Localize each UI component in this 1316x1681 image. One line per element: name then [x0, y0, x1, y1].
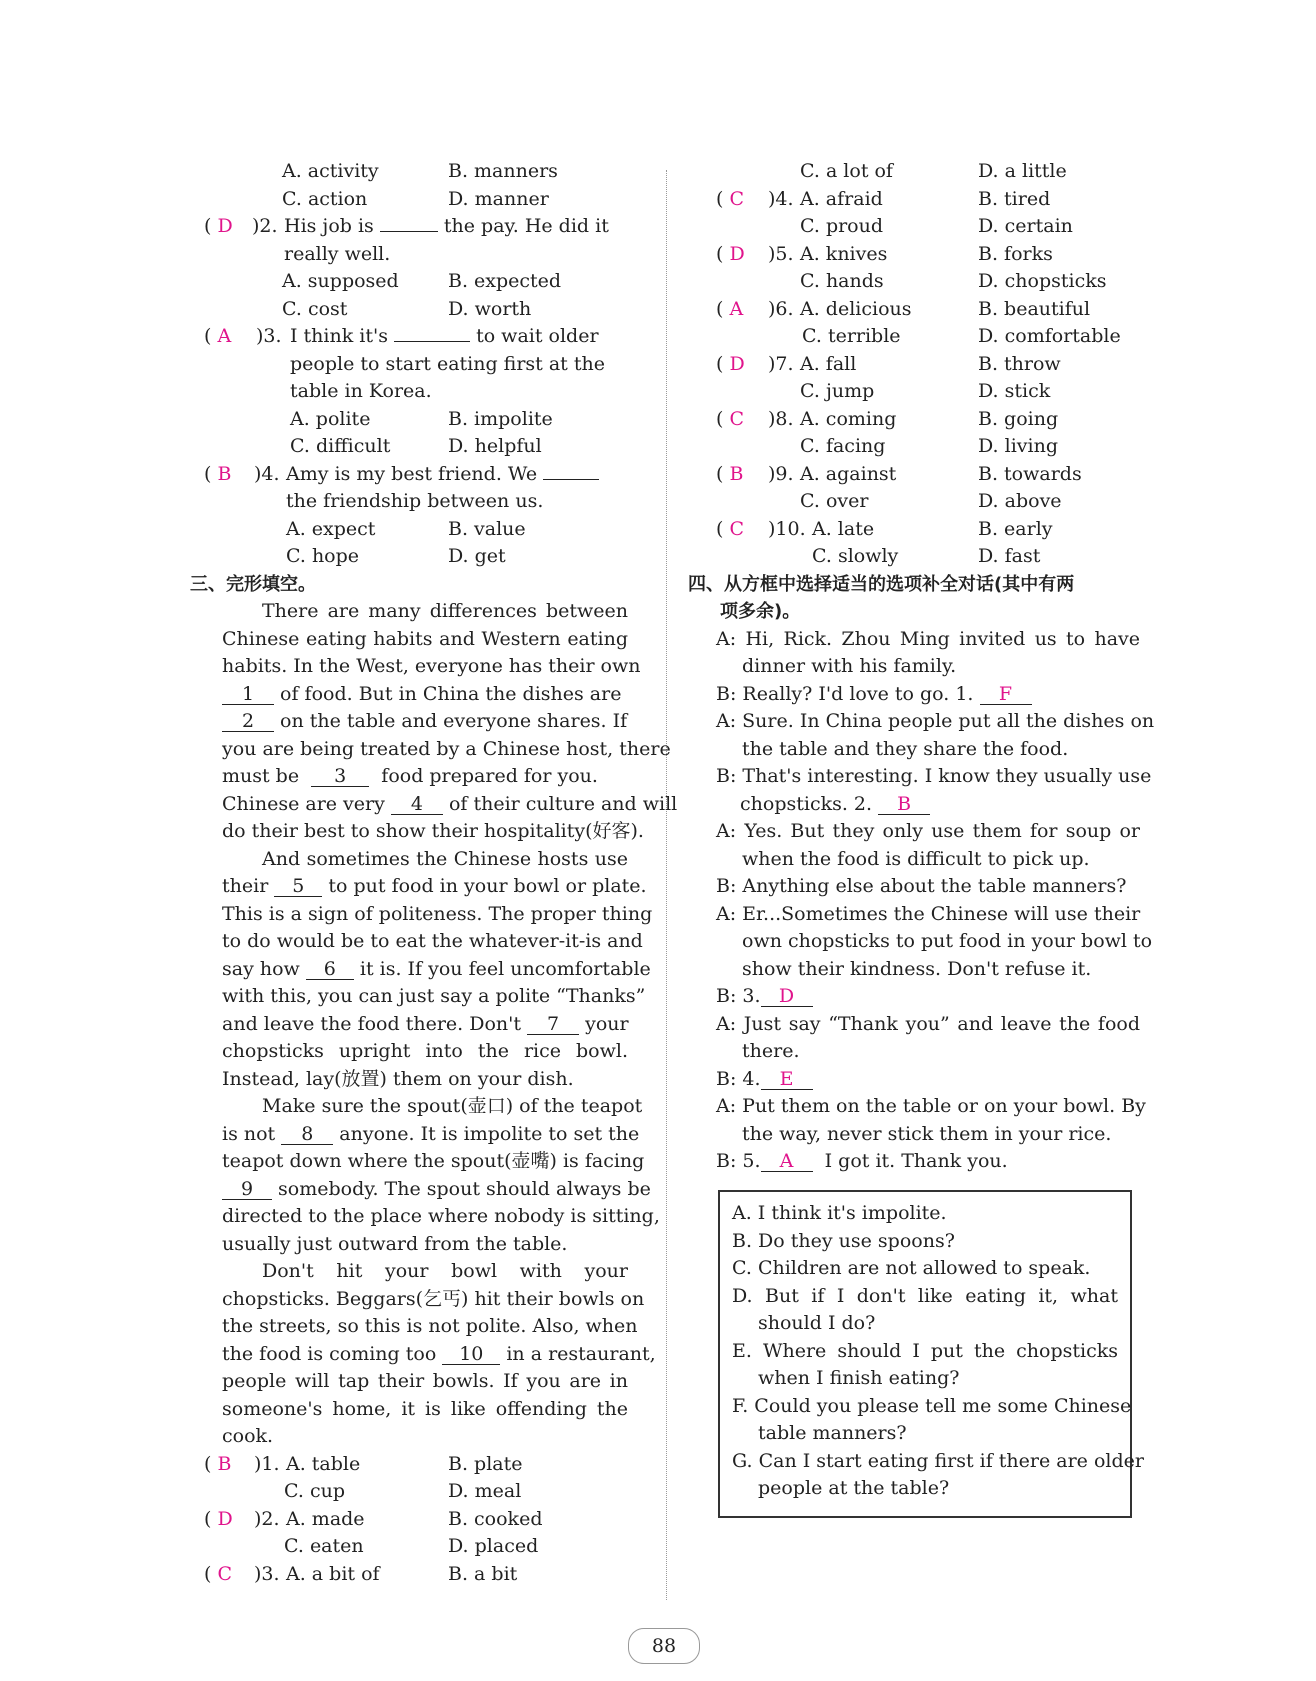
dialogue-answer: F	[980, 684, 1032, 705]
cloze-question-3: ( C )3. A. a bit of B. a bit	[200, 1561, 650, 1589]
option: B. plate	[448, 1452, 523, 1475]
dialogue-answer: A	[761, 1151, 813, 1172]
cloze-question-9: ( B )9. A. against B. towards	[688, 461, 1138, 489]
option-row	[200, 543, 650, 571]
dialogue-line: B: 5.	[716, 1150, 761, 1172]
passage-line: Chinese are very	[222, 792, 385, 815]
passage-line: their	[222, 875, 269, 897]
cloze-question-1: ( B )1. A. table B. plate	[200, 1451, 650, 1479]
option: D. worth	[448, 297, 532, 320]
option: B. early	[978, 517, 1053, 540]
dialogue-line: B: 3.	[716, 985, 761, 1007]
option-row	[688, 488, 1138, 516]
cloze-question-10: ( C )10. A. late B. early	[688, 516, 1138, 544]
passage-line: it is. If you feel uncomfortable	[359, 957, 651, 980]
passage-line: someone's home, it is like offending the	[222, 1397, 628, 1420]
passage-line: and leave the food there. Don't	[222, 1012, 521, 1035]
option-row	[688, 543, 1138, 571]
option: C. jump	[800, 380, 875, 402]
option-row	[200, 158, 650, 186]
cloze-question-6: ( A )6. A. delicious B. beautiful	[688, 296, 1138, 324]
option-row	[200, 268, 650, 296]
box-option: B. Do they use spoons?	[732, 1229, 955, 1252]
dialogue	[688, 626, 1155, 1176]
option: B. cooked	[448, 1507, 543, 1530]
answer-blank	[394, 341, 470, 342]
right-column	[688, 158, 1155, 1176]
passage-line: the streets, so this is not polite. Also, when	[222, 1315, 638, 1337]
answer: B	[217, 1452, 232, 1475]
box-option: people at the table?	[758, 1477, 950, 1499]
option: C. a lot of	[800, 160, 893, 182]
section-title: 三、完形填空。	[190, 573, 316, 595]
option: D. a little	[978, 160, 1067, 182]
option: B. forks	[978, 242, 1053, 265]
option-row	[200, 1478, 650, 1506]
option: D. meal	[448, 1480, 522, 1502]
option: D. placed	[448, 1535, 539, 1557]
cloze-question-7: ( D )7. A. fall B. throw	[688, 351, 1138, 379]
option: B. value	[448, 517, 526, 540]
options-box	[718, 1190, 1144, 1518]
cloze-blank: 4	[391, 794, 443, 815]
dialogue-line: dinner with his family.	[742, 655, 957, 677]
question-4: ( B )4. Amy is my best friend. We	[200, 461, 650, 489]
option: B. impolite	[448, 407, 553, 430]
option: C. slowly	[812, 545, 899, 567]
question-number: )4.	[254, 462, 280, 485]
answer: D	[217, 215, 233, 237]
passage-line: Chinese eating habits and Western eating	[222, 627, 628, 650]
option: B. beautiful	[978, 297, 1091, 320]
passage-line: usually just outward from the table.	[222, 1232, 568, 1255]
option: D. fast	[978, 545, 1041, 567]
question-text: to wait older	[476, 325, 599, 347]
passage-line: Instead, lay(放置) them on your dish.	[222, 1067, 574, 1090]
passage-line: food prepared for you.	[381, 765, 598, 787]
box-option: A. I think it's impolite.	[732, 1202, 947, 1224]
answer-blank	[380, 231, 438, 232]
passage-line: of food. But in China the dishes are	[280, 682, 622, 705]
box-option: F. Could you please tell me some Chinese	[732, 1394, 1132, 1417]
dialogue-answer: D	[761, 986, 813, 1007]
option: D. chopsticks	[978, 270, 1107, 292]
passage-line: cook.	[222, 1425, 274, 1447]
option-row	[200, 406, 650, 434]
dialogue-answer: E	[761, 1069, 813, 1090]
passage-line: must be	[222, 765, 300, 787]
dialogue-line: A: Sure. In China people put all the dishes on	[716, 710, 1155, 732]
option: A. against	[800, 462, 897, 485]
question-text: I think it's	[290, 325, 388, 347]
passage-line: your	[585, 1012, 629, 1035]
dialogue-line: A: Put them on the table or on your bowl. By	[716, 1095, 1146, 1117]
question-number: )8.	[768, 407, 794, 430]
box-option: C. Children are not allowed to speak.	[732, 1257, 1091, 1279]
passage-line: habits. In the West, everyone has their own	[222, 655, 641, 677]
passage-line: of their culture and will	[448, 792, 678, 815]
box-option: D. But if I don't like eating it, what	[732, 1284, 1118, 1307]
passage-line: on the table and everyone shares. If	[280, 710, 628, 732]
option: A. polite	[290, 407, 371, 430]
passage-line: to put food in your bowl or plate.	[328, 875, 647, 897]
answer-blank	[543, 479, 599, 480]
box-option: E. Where should I put the chopsticks	[732, 1339, 1118, 1362]
box-option: table manners?	[758, 1422, 907, 1444]
dialogue-line: B: Anything else about the table manners?	[716, 875, 1127, 897]
cloze-question-4: ( C )4. A. afraid B. tired	[688, 186, 1138, 214]
option: B. manners	[448, 160, 558, 182]
dialogue-line: own chopsticks to put food in your bowl to	[742, 930, 1153, 952]
option-row	[688, 323, 1138, 351]
answer: C	[729, 517, 744, 540]
cloze-passage	[200, 598, 678, 1451]
option: B. throw	[978, 352, 1061, 375]
option: D. living	[978, 435, 1058, 457]
answer: A	[729, 297, 744, 320]
cloze-question-5: ( D )5. A. knives B. forks	[688, 241, 1138, 269]
question-number: )10.	[768, 517, 806, 540]
answer: D	[729, 352, 745, 375]
dialogue-line: B: That's interesting. I know they usually use	[716, 765, 1152, 787]
cloze-blank: 3	[311, 766, 369, 787]
option: B. going	[978, 407, 1059, 430]
dialogue-line: the way, never stick them in your rice.	[742, 1122, 1112, 1145]
option-row	[688, 433, 1138, 461]
answer: B	[729, 462, 744, 485]
option: C. hope	[286, 545, 360, 567]
option: A. a bit of	[286, 1562, 380, 1585]
option: A. supposed	[282, 270, 399, 292]
option-row	[200, 186, 650, 214]
question-number: )2.	[252, 215, 278, 237]
question-number: )3.	[256, 325, 282, 347]
answer: A	[217, 325, 232, 347]
section-title: 项多余)。	[720, 601, 801, 622]
passage-line: directed to the place where nobody is sitting,	[222, 1205, 660, 1227]
passage-line: say how	[222, 957, 300, 980]
box-option: should I do?	[758, 1312, 876, 1334]
question-text: the friendship between us.	[286, 490, 544, 512]
option: D. comfortable	[978, 325, 1121, 347]
question-text: His job is	[284, 215, 374, 237]
question-number: )2.	[254, 1507, 280, 1530]
option: C. hands	[800, 270, 884, 292]
left-column	[190, 158, 678, 1588]
cloze-blank: 2	[222, 711, 274, 732]
passage-line: chopsticks upright into the rice bowl.	[222, 1040, 628, 1062]
passage-line: in a restaurant,	[506, 1342, 656, 1365]
question-number: )3.	[254, 1562, 280, 1585]
passage-line: with this, you can just say a polite “Thanks”	[222, 985, 646, 1007]
option: A. late	[812, 517, 875, 540]
dialogue-line: A: Just say “Thank you” and leave the food	[716, 1012, 1140, 1035]
option: D. get	[448, 545, 506, 567]
option: C. cost	[282, 297, 348, 320]
dialogue-line: A: Hi, Rick. Zhou Ming invited us to have	[716, 627, 1140, 650]
passage-line: chopsticks. Beggars(乞丐) hit their bowls on	[222, 1287, 645, 1310]
option: C. over	[800, 490, 869, 512]
option: A. delicious	[800, 297, 912, 320]
question-number: )6.	[768, 297, 794, 320]
option: C. proud	[800, 215, 884, 237]
passage-line: Don't hit your bowl with your	[262, 1260, 628, 1282]
question-3: ( A )3. I think it's to wait older	[200, 323, 650, 351]
option: A. table	[286, 1452, 361, 1475]
option: C. action	[282, 187, 368, 210]
dialogue-line: show their kindness. Don't refuse it.	[742, 957, 1092, 980]
passage-line: This is a sign of politeness. The proper thing	[222, 902, 653, 925]
option: A. coming	[800, 407, 897, 430]
passage-line: you are being treated by a Chinese host, there	[222, 737, 671, 760]
option: A. activity	[282, 160, 379, 182]
dialogue-answer: B	[878, 794, 930, 815]
question-text: people to start eating first at the	[290, 352, 605, 375]
option: C. difficult	[290, 435, 391, 457]
question-number: )4.	[768, 187, 794, 210]
box-option: when I finish eating?	[758, 1367, 960, 1389]
question-text: Amy is my best friend. We	[286, 462, 538, 485]
option: B. tired	[978, 187, 1051, 210]
option: A. afraid	[800, 187, 883, 210]
question-number: )5.	[768, 242, 794, 265]
option: A. made	[286, 1507, 365, 1530]
question-number: )7.	[768, 352, 794, 375]
option: D. above	[978, 490, 1062, 512]
passage-line: do their best to show their hospitality(好客).	[222, 820, 644, 842]
cloze-question-8: ( C )8. A. coming B. going	[688, 406, 1138, 434]
column-divider	[666, 170, 667, 1600]
dialogue-line: A: Yes. But they only use them for soup or	[716, 820, 1140, 842]
option: C. cup	[284, 1480, 345, 1502]
answer: C	[217, 1562, 232, 1585]
passage-line: teapot down where the spout(壶嘴) is facing	[222, 1150, 645, 1172]
cloze-blank: 9	[222, 1179, 272, 1200]
option: C. eaten	[284, 1535, 364, 1557]
dialogue-line: when the food is difficult to pick up.	[742, 847, 1090, 870]
option-row	[688, 158, 1138, 186]
passage-line: is not	[222, 1122, 276, 1145]
answer: D	[729, 242, 745, 265]
question-text: the pay. He did it	[443, 215, 609, 237]
question-2: ( D )2. His job is the pay. He did it	[200, 213, 650, 241]
page-number: 88	[628, 1628, 700, 1664]
option-row	[200, 1533, 650, 1561]
option: A. fall	[800, 352, 857, 375]
cloze-blank: 8	[281, 1124, 333, 1145]
answer: D	[217, 1507, 233, 1530]
option-row	[688, 213, 1138, 241]
cloze-question-2: ( D )2. A. made B. cooked	[200, 1506, 650, 1534]
passage-line: There are many differences between	[262, 600, 628, 622]
option-row	[200, 433, 650, 461]
dialogue-line: chopsticks. 2.	[740, 792, 873, 815]
option: B. towards	[978, 462, 1082, 485]
option-row	[688, 378, 1138, 406]
answer: C	[729, 407, 744, 430]
option: D. helpful	[448, 435, 542, 457]
cloze-blank: 6	[306, 959, 354, 980]
option: B. expected	[448, 270, 562, 292]
dialogue-line: there.	[742, 1040, 800, 1062]
option: C. facing	[800, 435, 886, 457]
option: D. certain	[978, 215, 1073, 237]
dialogue-line: B: 4.	[716, 1067, 761, 1090]
passage-line: the food is coming too	[222, 1342, 437, 1365]
cloze-blank: 7	[527, 1014, 579, 1035]
question-number: )1.	[254, 1452, 280, 1475]
option: A. expect	[286, 517, 376, 540]
passage-line: And sometimes the Chinese hosts use	[262, 847, 628, 870]
option: B. a bit	[448, 1562, 518, 1585]
option: A. knives	[800, 242, 888, 265]
cloze-blank: 10	[442, 1344, 500, 1365]
option: D. manner	[448, 187, 549, 210]
dialogue-line: I got it. Thank you.	[824, 1150, 1008, 1172]
cloze-blank: 1	[222, 684, 274, 705]
passage-line: somebody. The spout should always be	[278, 1177, 651, 1200]
passage-line: anyone. It is impolite to set the	[339, 1122, 640, 1145]
question-number: )9.	[768, 462, 794, 485]
question-text: really well.	[284, 242, 391, 265]
passage-line: people will tap their bowls. If you are in	[222, 1370, 628, 1392]
section-title: 四、从方框中选择适当的选项补全对话(其中有两	[688, 573, 1075, 595]
cloze-blank: 5	[274, 876, 322, 897]
box-option: G. Can I start eating first if there are older	[732, 1449, 1144, 1472]
option-row	[688, 268, 1138, 296]
dialogue-line: A: Er...Sometimes the Chinese will use their	[716, 902, 1141, 925]
option-row	[200, 516, 650, 544]
option: C. terrible	[802, 325, 901, 347]
option-row	[200, 296, 650, 324]
question-text: table in Korea.	[290, 380, 432, 402]
dialogue-line: the table and they share the food.	[742, 737, 1069, 760]
passage-line: to do would be to eat the whatever-it-is and	[222, 930, 643, 952]
answer: B	[217, 462, 232, 485]
answer: C	[729, 187, 744, 210]
passage-line: Make sure the spout(壶口) of the teapot	[262, 1095, 643, 1117]
dialogue-line: B: Really? I'd love to go. 1.	[716, 682, 974, 705]
option: D. stick	[978, 380, 1051, 402]
